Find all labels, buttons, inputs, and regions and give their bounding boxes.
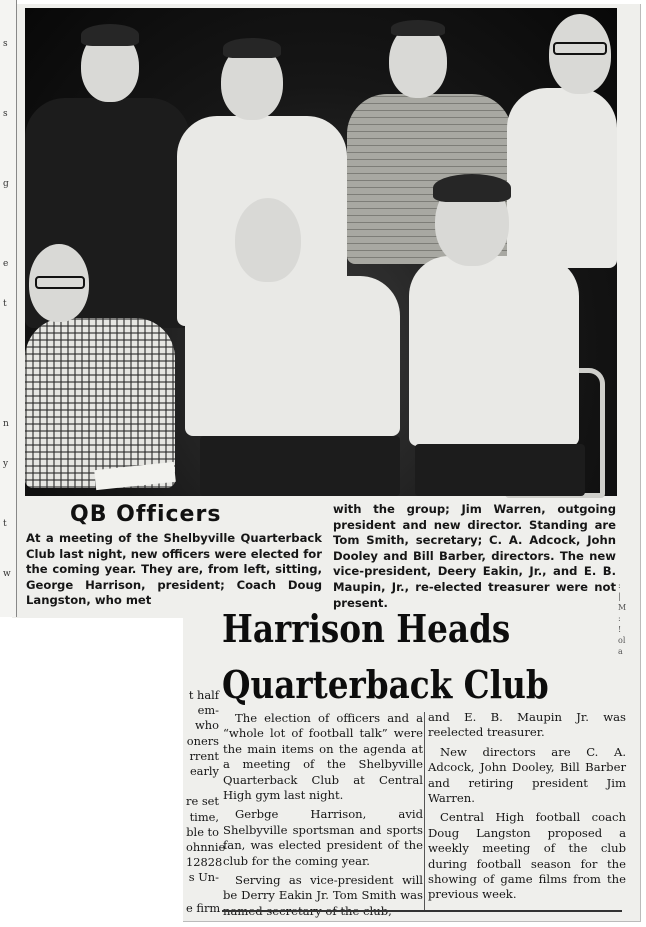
paragraph: New directors are C. A. Adcock, John Dooley, Bill Barber and retiring president Jim Warren. <box>428 744 626 806</box>
fragment-line: ble to <box>186 824 219 839</box>
fragment-line: oners <box>186 733 219 748</box>
article-right-column <box>428 710 626 903</box>
fragment-line: time, <box>189 809 219 824</box>
group-photo <box>25 8 617 496</box>
fragment-line: s Un- <box>188 870 219 885</box>
fragment-line: em- <box>197 703 219 718</box>
fragment-line: t half <box>188 688 219 702</box>
caption-title: QB Officers <box>70 502 222 527</box>
article-left-column <box>223 711 423 919</box>
fragment-line: re set <box>186 794 219 809</box>
paragraph: Gerbge Harrison, avid Shelbyville sportsman and sports fan, was elected president of the club for the coming year. <box>223 807 423 868</box>
adjacent-column-fragments <box>186 688 226 916</box>
fragment-line <box>186 779 219 794</box>
fragment-line <box>186 886 219 901</box>
paragraph: The election of officers and a “whole lot of football talk” were the main items on the agenda at a meeting of the Shelbyville Quarterback Club at Central High gym last night. <box>223 711 423 803</box>
fragment-line: who <box>195 718 219 733</box>
caption-left-text: At a meeting of the Shelbyville Quarterback Club last night, new officers were elected for the coming year. They are, from left, sitting, George Harrison, president; Coach Doug Langston, who met <box>26 531 322 608</box>
caption-right-text: with the group; Jim Warren, outgoing president and new director. Standing are Tom Smith, secretary; C. A. Adcock, John Dooley and Bill Barber, directors. The new vice-president, Deery Eakin, Jr., and E. B. Maupin, Jr., re-elected treasurer were not present. <box>333 502 616 610</box>
bottom-rule <box>222 910 622 912</box>
fragment-line: early <box>189 764 219 779</box>
paragraph: Central High football coach Doug Langston proposed a weekly meeting of the club during football season for the showing of game films from the previous week. <box>428 810 626 902</box>
fragment-line: 12828 <box>186 855 223 870</box>
paragraph: Serving as vice-president will be Derry Eakin Jr. Tom Smith was <box>223 873 423 903</box>
paragraph: and E. B. Maupin Jr. was reelected treasurer. <box>428 710 626 740</box>
glasses-icon <box>553 42 607 55</box>
edge-marks: : | M : ! ol a <box>618 581 627 656</box>
glasses-icon <box>35 276 85 289</box>
fragment-line: rrent <box>189 748 219 763</box>
fragment-line: ohnnie <box>186 840 226 855</box>
headline-line-1: Harrison Heads <box>222 606 511 651</box>
fragment-line: e firm <box>186 900 221 915</box>
headline-line-2: Quarterback Club <box>222 662 549 707</box>
column-divider <box>424 712 425 912</box>
adjacent-page-edge: s s g e t n y t w <box>0 0 17 617</box>
